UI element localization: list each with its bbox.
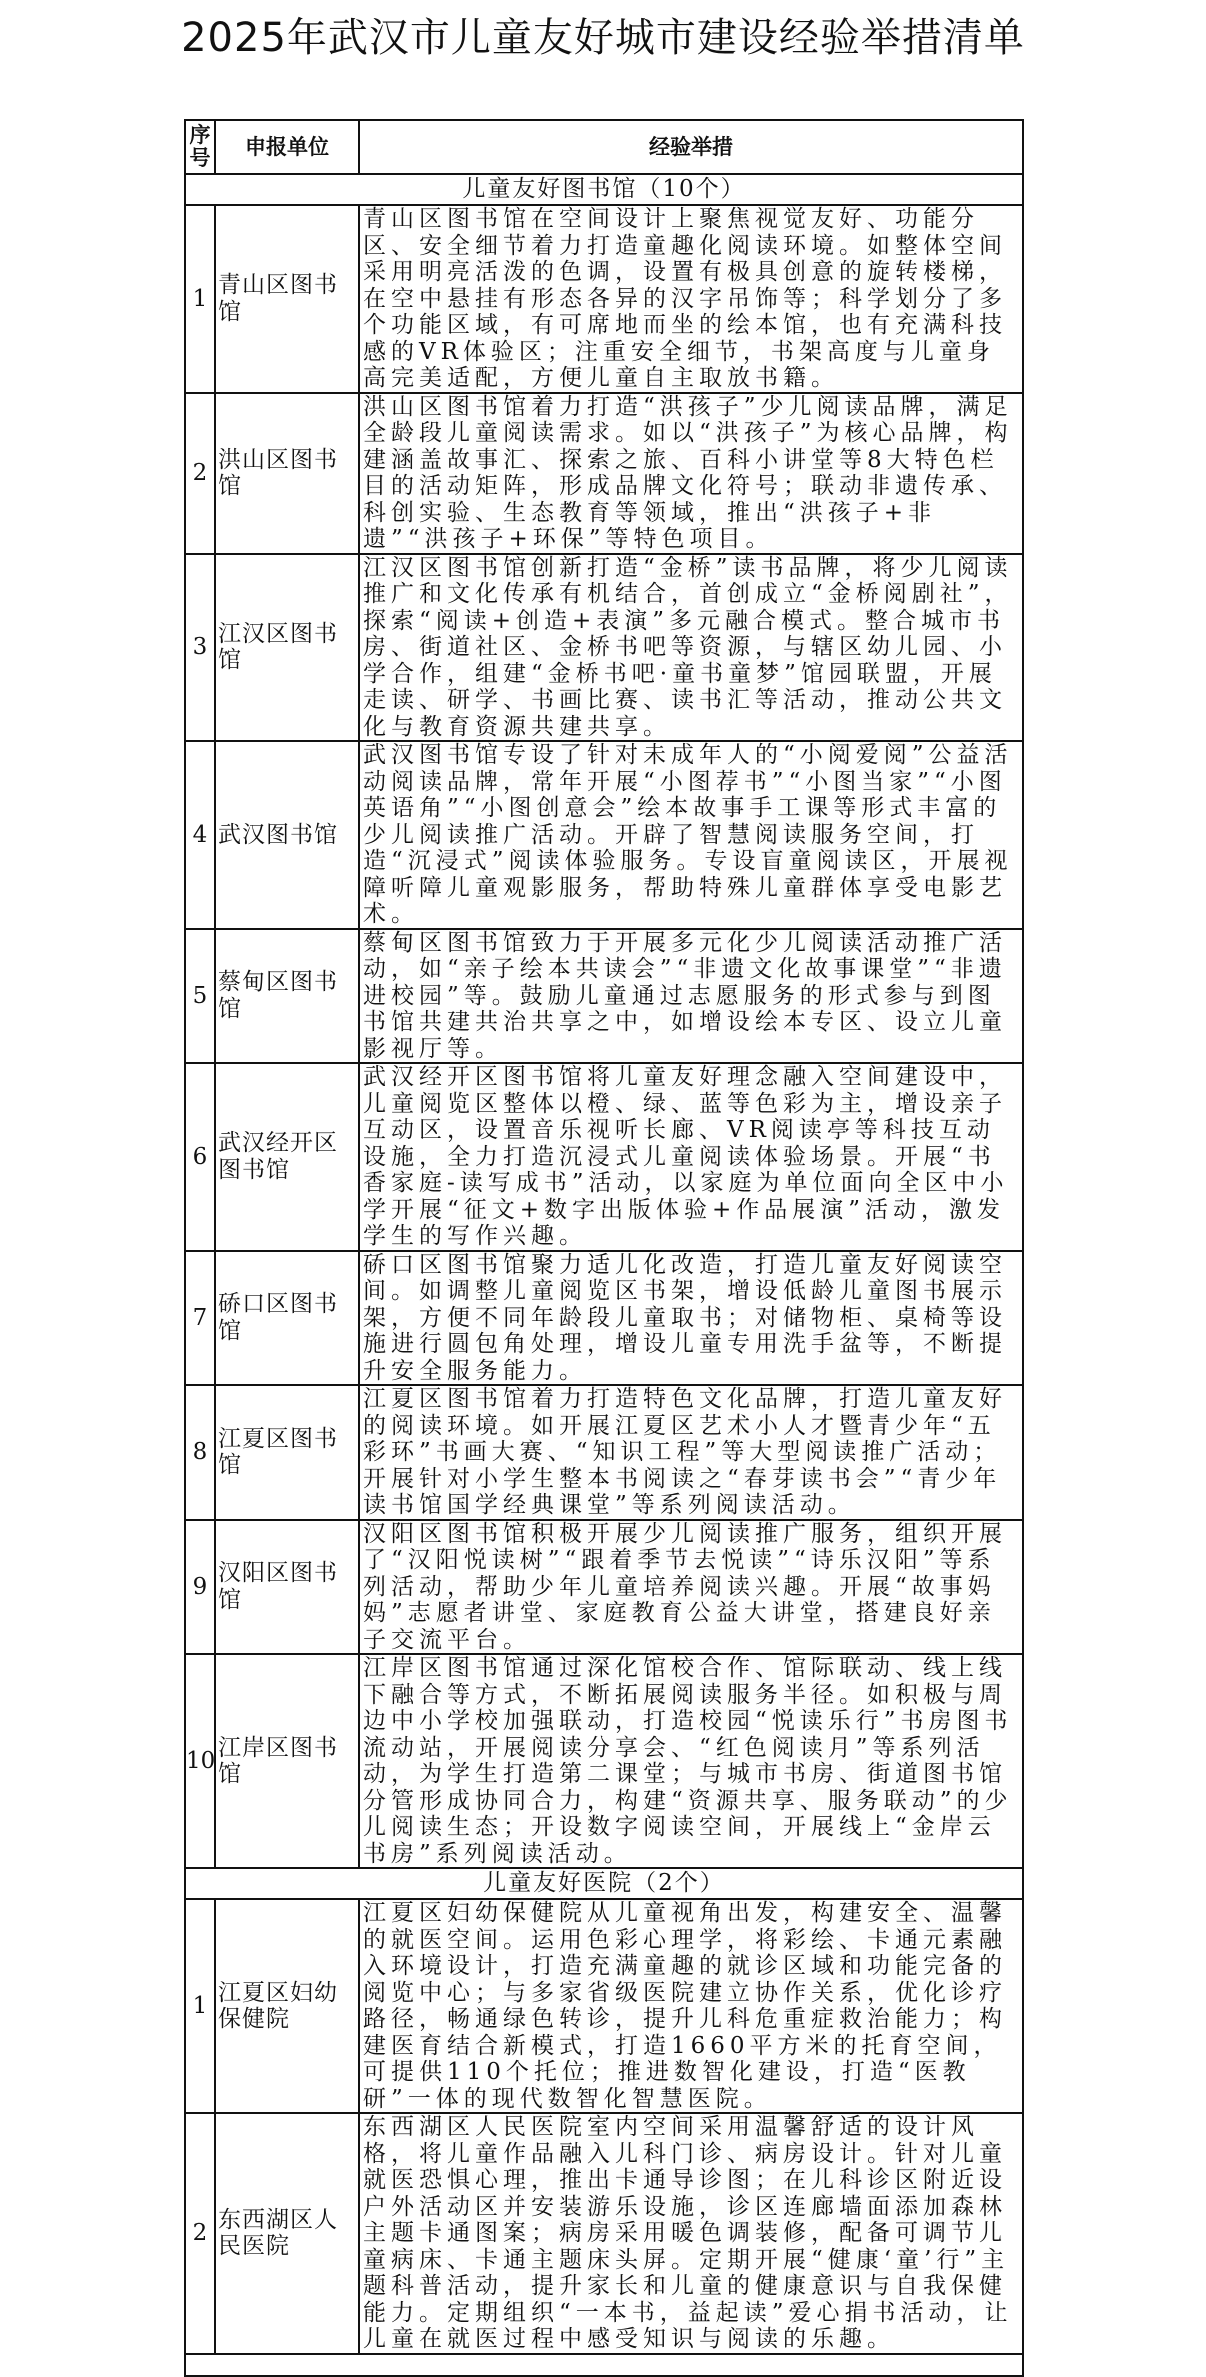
row-unit: 江岸区图书馆 xyxy=(215,1654,359,1868)
row-unit: 东西湖区人民医院 xyxy=(215,2113,359,2354)
row-measures: 硚口区图书馆聚力适儿化改造，打造儿童友好阅读空间。如调整儿童阅览区书架，增设低龄儿童图书展示架，方便不同年龄段儿童取书；对储物柜、桌椅等设施进行圆包角处理，增设儿童专用洗手盆等，不断提升安全服务能力。 xyxy=(359,1251,1023,1386)
row-seq: 5 xyxy=(185,929,215,1064)
header-measures: 经验举措 xyxy=(359,120,1023,174)
header-seq: 序号 xyxy=(185,120,215,174)
row-measures: 江夏区妇幼保健院从儿童视角出发，构建安全、温馨的就医空间。运用色彩心理学，将彩绘、卡通元素融入环境设计，打造充满童趣的就诊区域和功能完备的阅览中心；与多家省级医院建立协作关系，优化诊疗路径，畅通绿色转诊，提升儿科危重症救治能力；构建医育结合新模式，打造1660平方米的托育空间，可提供110个托位；推进数智化建设，打造“医教研”一体的现代数智化智慧医院。 xyxy=(359,1899,1023,2113)
table-row xyxy=(185,1899,1023,2113)
row-measures: 江汉区图书馆创新打造“金桥”读书品牌，将少儿阅读推广和文化传承有机结合，首创成立“金桥阅剧社”，探索“阅读+创造+表演”多元融合模式。整合城市书房、街道社区、金桥书吧等资源，与辖区幼儿园、小学合作，组建“金桥书吧·童书童梦”馆园联盟，开展走读、研学、书画比赛、读书汇等活动，推动公共文化与教育资源共建共享。 xyxy=(359,554,1023,742)
row-unit: 江夏区图书馆 xyxy=(215,1385,359,1520)
section-label: 儿童友好医院（2个） xyxy=(185,1868,1023,1899)
row-unit: 硚口区图书馆 xyxy=(215,1251,359,1386)
table-row xyxy=(185,1520,1023,1655)
table-row xyxy=(185,554,1023,742)
row-measures: 蔡甸区图书馆致力于开展多元化少儿阅读活动推广活动，如“亲子绘本共读会”“非遗文化故事课堂”“非遗进校园”等。鼓励儿童通过志愿服务的形式参与到图书馆共建共治共享之中，如增设绘本专区、设立儿童影视厅等。 xyxy=(359,929,1023,1064)
row-seq: 2 xyxy=(185,393,215,554)
table-row xyxy=(185,205,1023,393)
row-seq: 9 xyxy=(185,1520,215,1655)
row-seq: 2 xyxy=(185,2113,215,2354)
row-measures: 江岸区图书馆通过深化馆校合作、馆际联动、线上线下融合等方式，不断拓展阅读服务半径。如积极与周边中小学校加强联动，打造校园“悦读乐行”书房图书流动站，开展阅读分享会、“红色阅读月”等系列活动，为学生打造第二课堂；与城市书房、街道图书馆分管形成协同合力，构建“资源共享、服务联动”的少儿阅读生态；开设数字阅读空间，开展线上“金岸云书房”系列阅读活动。 xyxy=(359,1654,1023,1868)
row-seq: 4 xyxy=(185,741,215,929)
row-unit: 汉阳区图书馆 xyxy=(215,1520,359,1655)
row-seq: 1 xyxy=(185,1899,215,2113)
table-row xyxy=(185,741,1023,929)
row-seq: 1 xyxy=(185,205,215,393)
row-unit: 武汉图书馆 xyxy=(215,741,359,929)
table-header-row xyxy=(185,120,1023,174)
row-unit: 江夏区妇幼保健院 xyxy=(215,1899,359,2113)
row-unit: 武汉经开区图书馆 xyxy=(215,1063,359,1251)
table-body xyxy=(185,174,1023,2376)
row-seq: 8 xyxy=(185,1385,215,1520)
row-seq: 7 xyxy=(185,1251,215,1386)
row-measures: 江夏区图书馆着力打造特色文化品牌，打造儿童友好的阅读环境。如开展江夏区艺术小人才暨青少年“五彩环”书画大赛、“知识工程”等大型阅读推广活动；开展针对小学生整本书阅读之“春芽读书会”“青少年读书馆国学经典课堂”等系列阅读活动。 xyxy=(359,1385,1023,1520)
row-measures: 青山区图书馆在空间设计上聚焦视觉友好、功能分区、安全细节着力打造童趣化阅读环境。如整体空间采用明亮活泼的色调，设置有极具创意的旋转楼梯，在空中悬挂有形态各异的汉字吊饰等；科学划分了多个功能区域，有可席地而坐的绘本馆，也有充满科技感的VR体验区；注重安全细节，书架高度与儿童身高完美适配，方便儿童自主取放书籍。 xyxy=(359,205,1023,393)
row-seq: 10 xyxy=(185,1654,215,1868)
row-measures: 武汉经开区图书馆将儿童友好理念融入空间建设中，儿童阅览区整体以橙、绿、蓝等色彩为主，增设亲子互动区，设置音乐视听长廊、VR阅读亭等科技互动设施，全力打造沉浸式儿童阅读体验场景。开展“书香家庭-读写成书”活动，以家庭为单位面向全区中小学开展“征文+数字出版体验+作品展演”活动，激发学生的写作兴趣。 xyxy=(359,1063,1023,1251)
row-measures: 东西湖区人民医院室内空间采用温馨舒适的设计风格，将儿童作品融入儿科门诊、病房设计。针对儿童就医恐惧心理，推出卡通导诊图；在儿科诊区附近设户外活动区并安装游乐设施，诊区连廊墙面添加森林主题卡通图案；病房采用暖色调装修，配备可调节儿童病床、卡通主题床头屏。定期开展“健康‘童’行”主题科普活动，提升家长和儿童的健康意识与自我保健能力。定期组织“一本书，益起读”爱心捐书活动，让儿童在就医过程中感受知识与阅读的乐趣。 xyxy=(359,2113,1023,2354)
row-unit: 蔡甸区图书馆 xyxy=(215,929,359,1064)
partial-cell xyxy=(185,2354,1023,2376)
row-unit: 江汉区图书馆 xyxy=(215,554,359,742)
table-row xyxy=(185,929,1023,1064)
row-seq: 6 xyxy=(185,1063,215,1251)
row-seq: 3 xyxy=(185,554,215,742)
row-measures: 洪山区图书馆着力打造“洪孩子”少儿阅读品牌，满足全龄段儿童阅读需求。如以“洪孩子”为核心品牌，构建涵盖故事汇、探索之旅、百科小讲堂等8大特色栏目的活动矩阵，形成品牌文化符号；联动非遗传承、科创实验、生态教育等领域，推出“洪孩子+非遗”“洪孩子+环保”等特色项目。 xyxy=(359,393,1023,554)
document-title: 2025年武汉市儿童友好城市建设经验举措清单 xyxy=(181,15,1025,61)
row-unit: 洪山区图书馆 xyxy=(215,393,359,554)
measures-table xyxy=(184,119,1024,2377)
section-row xyxy=(185,174,1023,205)
row-unit: 青山区图书馆 xyxy=(215,205,359,393)
table-row xyxy=(185,2113,1023,2354)
next-section-row-partial xyxy=(185,2354,1023,2376)
row-measures: 武汉图书馆专设了针对未成年人的“小阅爱阅”公益活动阅读品牌，常年开展“小图荐书”“小图当家”“小图英语角”“小图创意会”绘本故事手工课等形式丰富的少儿阅读推广活动。开辟了智慧阅读服务空间，打造“沉浸式”阅读体验服务。专设盲童阅读区，开展视障听障儿童观影服务，帮助特殊儿童群体享受电影艺术。 xyxy=(359,741,1023,929)
table-row xyxy=(185,1063,1023,1251)
table-row xyxy=(185,393,1023,554)
table-row xyxy=(185,1385,1023,1520)
header-unit: 申报单位 xyxy=(215,120,359,174)
row-measures: 汉阳区图书馆积极开展少儿阅读推广服务，组织开展了“汉阳悦读树”“跟着季节去悦读”“诗乐汉阳”等系列活动，帮助少年儿童培养阅读兴趣。开展“故事妈妈”志愿者讲堂、家庭教育公益大讲堂，搭建良好亲子交流平台。 xyxy=(359,1520,1023,1655)
table-row xyxy=(185,1251,1023,1386)
section-label: 儿童友好图书馆（10个） xyxy=(185,174,1023,205)
section-row xyxy=(185,1868,1023,1899)
table-row xyxy=(185,1654,1023,1868)
